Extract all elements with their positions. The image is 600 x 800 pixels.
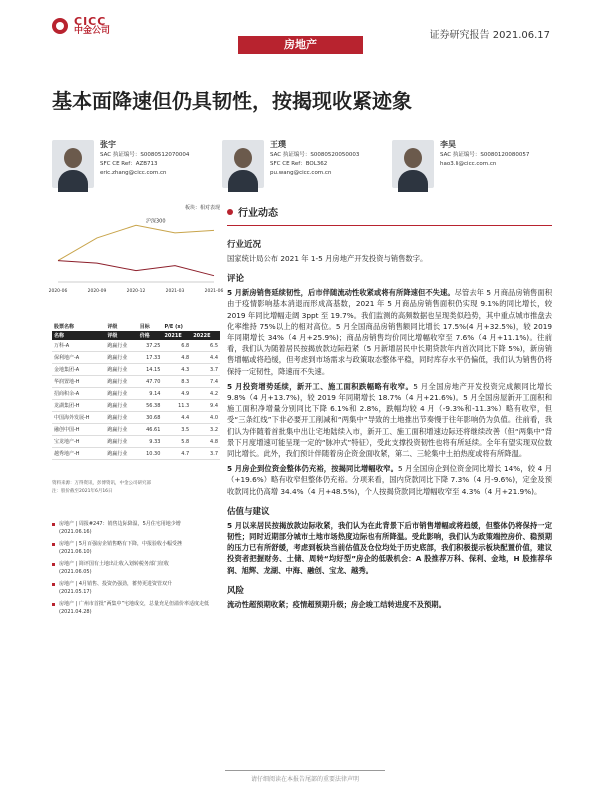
table-row	[52, 400, 220, 412]
th-stock: 股票名称	[52, 322, 105, 331]
analyst-photo	[392, 140, 434, 188]
chart-title: 板块：相对表现	[184, 205, 220, 211]
analyst-photo	[222, 140, 264, 188]
footnote-source: 资料来源：万得资讯，彭博资讯，中金公司研究部	[52, 481, 151, 486]
table-cell: 46.61	[138, 424, 163, 436]
table-cell: 56.38	[138, 400, 163, 412]
table-cell: 14.15	[138, 364, 163, 376]
table-row	[52, 412, 220, 424]
section-header	[227, 204, 552, 219]
report-title: 基本面降速但仍具韧性，按揭现收紧迹象	[52, 89, 412, 113]
table-row	[52, 388, 220, 400]
x-tick-label: 2021-03	[165, 289, 185, 294]
table-cell: 8.3	[162, 376, 191, 388]
th-2022e: 2022E	[191, 331, 220, 340]
table-cell: 6.5	[191, 340, 220, 352]
analyst-sac: SAC 执证编号：S0080512070004	[100, 152, 190, 158]
table-cell: 4.7	[162, 448, 191, 460]
analyst-sfc: SFC CE Ref：BOL362	[270, 161, 328, 167]
analyst-sac: SAC 执证编号：S0080520050003	[270, 152, 360, 158]
table-cell: 中国海外发展-H	[52, 412, 105, 424]
table-row	[52, 352, 220, 364]
bullet-icon	[227, 209, 233, 215]
table-cell: 金地集团-A	[52, 364, 105, 376]
related-reports	[52, 520, 220, 620]
section-divider	[227, 225, 552, 226]
table-cell: 37.25	[138, 340, 163, 352]
table-cell: 万科-A	[52, 340, 105, 352]
th-price: 价格	[138, 331, 163, 340]
series-line	[58, 261, 214, 276]
legend-label: 沪深300	[146, 218, 166, 225]
legal-footer[interactable]: 请仔细阅读在本报告尾部的重要法律声明	[225, 770, 385, 783]
analyst-email[interactable]: pu.wang@cicc.com.cn	[270, 170, 332, 176]
th-rating2: 评级	[105, 331, 137, 340]
table-row	[52, 376, 220, 388]
x-tick-label: 2020-09	[87, 289, 107, 294]
table-cell: 7.4	[191, 376, 220, 388]
table-cell: 越秀地产-H	[52, 448, 105, 460]
analyst-email[interactable]: hao3.li@cicc.com.cn	[440, 161, 497, 167]
th-target: 目标	[138, 322, 163, 331]
table-cell: 融创中国-H	[52, 424, 105, 436]
cicc-logo	[52, 16, 110, 36]
table-cell: 龙湖集团-H	[52, 400, 105, 412]
table-row	[52, 424, 220, 436]
logo-cn: 中金公司	[74, 26, 111, 36]
para-risk: 流动性超预期收紧；疫情超预期升级；房企竣工结转进度不及预期。	[227, 599, 446, 609]
table-cell: 5.8	[162, 436, 191, 448]
section-title: 行业动态	[238, 208, 278, 219]
subheading-risk: 风险	[227, 585, 245, 596]
report-date: 证券研究报告 2021.06.17	[429, 30, 550, 41]
th-2021e: 2021E	[162, 331, 191, 340]
table-cell: 4.8	[162, 352, 191, 364]
table-cell: 保利地产-A	[52, 352, 105, 364]
table-cell: 17.33	[138, 352, 163, 364]
sector-banner: 房地产	[238, 36, 363, 54]
table-cell: 3.5	[162, 424, 191, 436]
x-tick-label: 2020-06	[48, 289, 68, 294]
table-cell: 4.4	[191, 352, 220, 364]
x-tick-label: 2021-06	[204, 289, 224, 294]
table-cell: 4.4	[162, 412, 191, 424]
table-row	[52, 448, 220, 460]
related-report-link[interactable]: 房地产 | 简评国有土地出让收入划转税务部门征收 (2021.06.05)	[52, 560, 220, 576]
table-cell: 招商积余-A	[52, 388, 105, 400]
table-cell: 9.4	[191, 400, 220, 412]
related-report-link[interactable]: 房地产 | 周报#247：销售边际降温，5月住宅用地少增 (2021.06.16)	[52, 520, 220, 536]
chart-svg	[48, 211, 224, 296]
table-cell: 4.3	[162, 364, 191, 376]
table-cell: 4.9	[162, 388, 191, 400]
logo-en: CICC	[74, 15, 107, 28]
analyst-name: 李昊	[440, 140, 456, 149]
table-row	[52, 364, 220, 376]
table-cell: 4.8	[191, 436, 220, 448]
table-cell: 跑赢行业	[105, 400, 137, 412]
para-valuation: 5 月以来居民按揭放款边际收紧，我们认为在此背景下后市销售增幅或将趋缓，但整体仍将保持一定韧性；同时近期部分城市土地市场热度边际也有所降温。受此影响，我们认为政策端控房价、稳预期的压力已有所舒缓，考虑到板块当前估值及仓位均处于历史底部，我们积极提示板块配置价值，建议投资者把握财务、土储、周转“均好型”房企的低吸机会：A 股推荐万科、保利、金地，H 股推荐华润、旭辉、龙湖、中海、融创、宝龙、越秀。	[227, 520, 552, 575]
related-report-link[interactable]: 房地产 | 5月百强房企销售略有下降，中报验收小幅受挫 (2021.06.10)	[52, 540, 220, 556]
table-cell: 30.68	[138, 412, 163, 424]
table-cell: 3.2	[191, 424, 220, 436]
x-tick-label: 2020-12	[126, 289, 146, 294]
subheading-valuation: 估值与建议	[227, 506, 270, 517]
para-funding: 5 月房企到位资金整体仍充裕，按揭同比增幅收窄。5 月全国房企到位资金同比增长 14%，较 4 月（+19.6%）略有收窄但整体仍充裕。分项来看，国内贷款同比下降 7.3%（4 月-9.6%)，定金及预收款同比仍高增 34.4%（4 月+48.5%)，个人按揭贷款同比增幅收窄至 4.3%（4 月+21.9%)。	[227, 464, 553, 496]
analyst-email[interactable]: eric.zhang@cicc.com.cn	[100, 170, 167, 176]
th-rating: 评级	[105, 322, 137, 331]
subheading-comment: 评论	[227, 274, 245, 285]
relative-performance-chart	[48, 204, 224, 299]
table-cell: 3.7	[191, 448, 220, 460]
table-footnote	[52, 480, 220, 496]
analyst-sac: SAC 执证编号：S0080120080057	[440, 152, 530, 158]
stock-table	[52, 322, 220, 460]
analyst-sfc: SFC CE Ref：AZB713	[100, 161, 158, 167]
table-cell: 华润置地-H	[52, 376, 105, 388]
cicc-logo-icon	[52, 18, 68, 34]
table-cell: 10.30	[138, 448, 163, 460]
analyst-name: 王璞	[270, 140, 286, 149]
related-report-link[interactable]: 房地产 | 广州市首批“两集中”宅地成交，总量充足但溢价率适度走低 (2021.04.28)	[52, 600, 220, 616]
analyst-photo	[52, 140, 94, 188]
subheading-recent: 行业近况	[227, 240, 262, 250]
related-report-link[interactable]: 房地产 | 4月销售、投资仍强劲，蓄势更进资管双升 (2021.05.17)	[52, 580, 220, 596]
th-pe: P/E (x)	[162, 322, 220, 331]
th-name: 名称	[52, 331, 105, 340]
table-cell: 跑赢行业	[105, 448, 137, 460]
main-body	[227, 204, 552, 614]
table-cell: 9.33	[138, 436, 163, 448]
series-line	[58, 225, 214, 260]
para-sales: 5 月新房销售延续韧性，后市伴随流动性收紧或将有所降速但不失速。尽管去年 5 月商品房销售面积由于疫情影响基本消退而形成高基数，2021 年 5 月商品房销售面积仍实现 9.1%的同比增长，较 2019 年同比增幅走阔 3ppt 至 19.7%。我们监测的高频数据也呈现类似趋势，其中重点城市推盘去化率维持 75%以上的相对高位。5 月全国商品房销售额同比增长 17.5%(4 月+32.5%)，较 2019 年同期增长 34%（4 月+25.9%)；商品房销售均价同比增幅收窄至 7.6%（4 月+11.1%)。往前看，我们认为随着居民按揭放款边际趋紧（5 月新增居民中长期贷款年内首次同比下降 5%)，新房销售增幅或将趋缓，但考虑到市场需求与政策取态整体平稳，同时库存水平仍偏低，我们认为销售仍将保持一定韧性，降速而不失速。	[227, 288, 552, 376]
table-cell: 4.2	[191, 388, 220, 400]
table-cell: 6.8	[162, 340, 191, 352]
table-cell: 跑赢行业	[105, 436, 137, 448]
para-recent: 国家统计局公布 2021 年 1-5 月房地产开发投资与销售数字。	[227, 254, 428, 263]
table-cell: 3.7	[191, 364, 220, 376]
table-cell: 跑赢行业	[105, 376, 137, 388]
table-cell: 跑赢行业	[105, 340, 137, 352]
table-cell: 跑赢行业	[105, 388, 137, 400]
table-cell: 11.3	[162, 400, 191, 412]
table-cell: 跑赢行业	[105, 424, 137, 436]
table-row	[52, 436, 220, 448]
footnote-date: 注：股价截至2021年6月16日	[52, 489, 113, 494]
table-cell: 宝龙地产-H	[52, 436, 105, 448]
table-cell: 9.14	[138, 388, 163, 400]
analyst-name: 张宇	[100, 140, 116, 149]
table-cell: 47.70	[138, 376, 163, 388]
table-cell: 跑赢行业	[105, 352, 137, 364]
table-cell: 跑赢行业	[105, 364, 137, 376]
table-cell: 4.0	[191, 412, 220, 424]
para-investment: 5 月投资增势延续，新开工、施工面积跌幅略有收窄。5 月全国房地产开发投资完成额同比增长 9.8%（4 月+13.7%)，较 2019 年同期增长 18.7%（4 月+21.6%)。5 月全国房屋新开工面积和施工面积净增量分别同比下降 6.1%和 2.8%，跌幅均较 4 月（-9.3%和-11.3%）略有收窄，但受“三条红线”下非必要开工削减和“两集中”导致的土地推出节奏慢于往年影响仍为负值。往前看，我们认为伴随着首批集中出让宅地陆续入市，新开工、施工面积增速边际还将继续改善（但“两集中”背景下月度增速可能呈现一定的“脉冲式”特征），受此支撑投资韧性也将有所延续。全年有望实现双位数同比增长。此外，我们预计伴随着房企资金面收紧，第二、三轮集中土拍热度或将有所降温。	[227, 381, 552, 459]
table-row	[52, 340, 220, 352]
table-cell: 跑赢行业	[105, 412, 137, 424]
